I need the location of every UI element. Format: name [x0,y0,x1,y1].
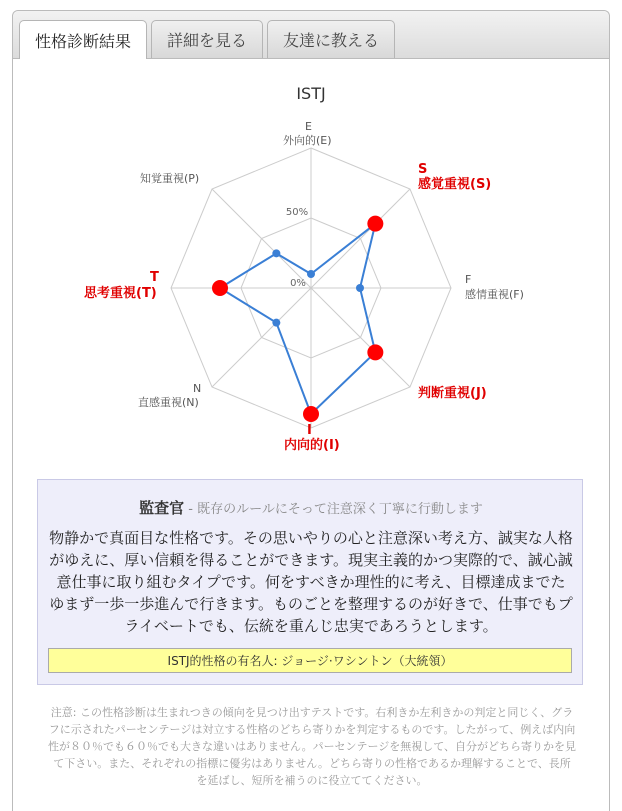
radar-point-e [307,270,315,278]
axis-label-e: 外向的(E) [283,134,332,147]
radar-point-p [272,249,280,257]
radar-point-j [367,344,383,360]
axis-label-i: 内向的(I) [284,438,340,453]
radar-point-f [356,284,364,292]
axis-label-t: 思考重視(T) [84,286,157,301]
axis-label-j: 判断重視(J) [418,386,487,401]
type-name: 監査官 [139,499,185,517]
radar-point-n [272,319,280,327]
axis-letter-s: S [418,162,428,177]
chart-title: ISTJ [296,84,326,103]
axis-label-n: 直感重視(N) [138,396,199,409]
radar-point-s [367,216,383,232]
grid-spoke-s [311,189,410,288]
type-description-box [37,479,583,685]
axis-letter-n: N [193,382,202,395]
type-tagline: 既存のルールにそって注意深く丁寧に行動します [197,502,483,517]
tab-results[interactable]: 性格診断結果 [19,20,147,59]
type-separator: - [188,502,193,517]
tick-label-0: 0% [290,278,306,289]
tick-label-50: 50% [285,207,309,218]
radar-point-i [303,406,319,422]
axis-letter-i: I [307,423,312,438]
radar-series-line [220,224,375,414]
axis-letter-t: T [150,270,159,285]
grid-spoke-p [212,189,311,288]
radar-series [212,216,383,422]
axis-label-f: 感情重視(F) [465,288,524,301]
axis-letter-f: F [465,273,472,286]
famous-person: ISTJ的性格の有名人: ジョージ·ワシントン（大統領） [48,648,572,673]
axis-label-p: 知覚重視(P) [140,172,200,185]
tab-share[interactable]: 友達に教える [267,20,395,58]
radar-point-t [212,280,228,296]
disclaimer-note: 注意: この性格診断は生まれつきの傾向を見つけ出すテストです。右利きか左利きかの判定と同じく、グラフに示されたパーセンテージは対立する性格のどちら寄りかを判定するものです。したがって、例えば内向性が８０％でも６０％でも大きな違いはありません。パーセンテージを無視して、自分がどちら寄りかを見て下さい。また、それぞれの指標に優劣はありません。どちら寄りの性格であるか理解することで、長所を延ばし、短所を補うのに役立ててください。 [48,706,576,787]
type-description: 物静かで真面目な性格です。その思いやりの心と注意深い考え方、誠実な人格がゆえに、厚い信頼を得ることができます。現実主義的かつ実際的で、誠心誠意仕事に取り組むタイプです。何をすべきか理性的に考え、目標達成までたゆまず一歩一歩進んで行きます。ものごとを整理するのが好きで、仕事でもプライベートでも、伝統を重んじ忠実であろうとします。 [49,529,573,635]
type-heading [38,497,584,518]
axis-label-s: 感覚重視(S) [418,177,492,192]
axis-letter-e: E [305,120,312,133]
grid-spoke-j [311,288,410,387]
tab-details[interactable]: 詳細を見る [151,20,263,58]
